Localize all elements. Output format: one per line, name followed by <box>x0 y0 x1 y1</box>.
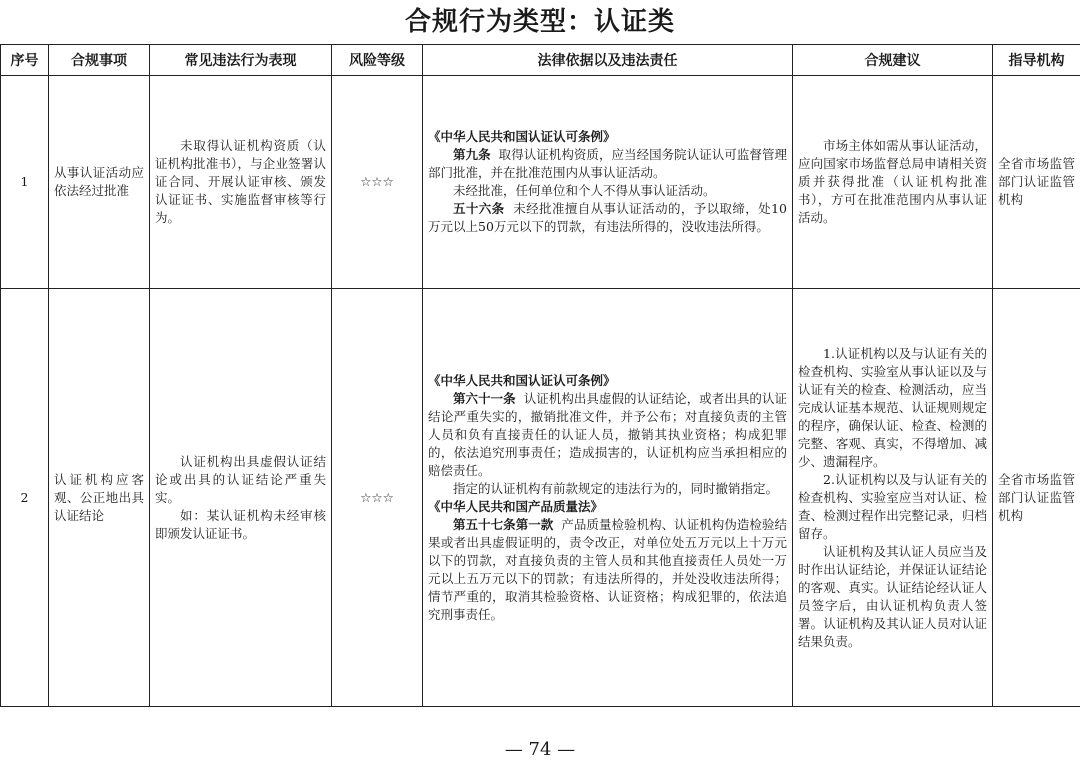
risk-level: ☆☆☆ <box>332 76 423 289</box>
law-article <box>428 146 787 182</box>
law-cell <box>423 76 793 289</box>
header-cell: 指导机构 <box>993 45 1080 76</box>
violation-text: 未取得认证机构资质（认证机构批准书），与企业签署认证合同、开展认证审核、颁发认证证书、实施监督审核等行为。 <box>155 138 326 225</box>
page-title: 合规行为类型：认证类 <box>404 7 675 37</box>
advice-text: 市场主体如需从事认证活动，应向国家市场监督总局申请相关资质并获得批准（认证机构批准书），方可在批准范围内从事认证活动。 <box>798 138 987 225</box>
header-cell: 法律依据以及违法责任 <box>423 45 793 76</box>
advice-cell <box>793 76 993 289</box>
law-title: 《中华人民共和国认证认可条例》 <box>428 372 616 388</box>
article-text: 取得认证机构资质，应当经国务院认证认可监督管理部门批准，并在批准范围内从事认证活动。 <box>428 147 787 180</box>
compliance-table <box>0 44 1080 707</box>
article-number: 第六十一条 <box>453 390 516 406</box>
article-number: 第九条 <box>453 147 491 162</box>
agency-cell: 全省市场监管部门认证监管机构 <box>993 289 1080 707</box>
compliance-item: 从事认证活动应依法经过批准 <box>49 76 150 289</box>
header-cell: 合规事项 <box>49 45 150 76</box>
violation-example: 如：某认证机构未经审核即颁发认证证书。 <box>155 507 326 541</box>
page-number: — 74 — <box>504 739 576 760</box>
table-row <box>1 76 1080 289</box>
violation-cell <box>150 289 332 707</box>
row-number: 1 <box>1 76 49 289</box>
compliance-item: 认证机构应客观、公正地出具认证结论 <box>49 289 150 707</box>
risk-level: ☆☆☆ <box>332 289 423 707</box>
law-title: 《中华人民共和国认证认可条例》 <box>428 129 616 144</box>
table-header-row <box>1 45 1080 76</box>
law-paragraph: 指定的认证机构有前款规定的违法行为的，同时撤销指定。 <box>453 480 779 496</box>
article-text: 未经批准擅自从事认证活动的，予以取缔，处10万元以上50万元以下的罚款，有违法所得的，没收违法所得。 <box>428 201 787 234</box>
header-cell: 合规建议 <box>793 45 993 76</box>
table-row <box>1 289 1080 707</box>
article-number: 五十六条 <box>453 201 505 216</box>
article-text: 产品质量检验机构、认证机构伪造检验结果或者出具虚假证明的，责令改正，对单位处五万元以上十万元以下的罚款，对直接负责的主管人员和其他直接责任人员处一万元以上五万元以下的罚款；有违法所得的，并处没收违法所得；情节严重的，取消其检验资格、认证资格；构成犯罪的，依法追究刑事责任。 <box>428 516 787 622</box>
law-article <box>428 390 787 480</box>
article-text: 认证机构出具虚假的认证结论，或者出具的认证结论严重失实的，撤销批准文件，并予公布；对直接负责的主管人员和负有直接责任的认证人员，撤销其执业资格；构成犯罪的，依法追究刑事责任；造成损害的，认证机构应当承担相应的赔偿责任。 <box>428 390 787 478</box>
violation-text: 认证机构出具虚假认证结论或出具的认证结论严重失实。 <box>155 453 326 505</box>
law-title: 《中华人民共和国产品质量法》 <box>428 498 604 514</box>
law-cell <box>423 289 793 707</box>
advice-text: 1.认证机构以及与认证有关的检查机构、实验室从事认证以及与认证有关的检查、检测活动，应当完成认证基本规范、认证规则规定的程序，确保认证、检查、检测的完整、客观、真实，不得增加、减少、遗漏程序。 <box>798 345 987 469</box>
law-article <box>428 200 787 236</box>
header-cell: 风险等级 <box>332 45 423 76</box>
agency-cell: 全省市场监管部门认证监管机构 <box>993 76 1080 289</box>
violation-cell <box>150 76 332 289</box>
law-article <box>428 516 787 624</box>
header-cell: 常见违法行为表现 <box>150 45 332 76</box>
advice-text: 认证机构及其认证人员应当及时作出认证结论，并保证认证结论的客观、真实。认证结论经认证人员签字后，由认证机构负责人签署。认证机构及其认证人员对认证结果负责。 <box>798 543 987 649</box>
law-paragraph: 未经批准，任何单位和个人不得从事认证活动。 <box>453 183 716 198</box>
advice-cell <box>793 289 993 707</box>
header-cell: 序号 <box>1 45 49 76</box>
row-number: 2 <box>1 289 49 707</box>
advice-text: 2.认证机构以及与认证有关的检查机构、实验室应当对认证、检查、检测过程作出完整记录，归档留存。 <box>798 471 987 541</box>
article-number: 第五十七条第一款 <box>453 516 554 532</box>
